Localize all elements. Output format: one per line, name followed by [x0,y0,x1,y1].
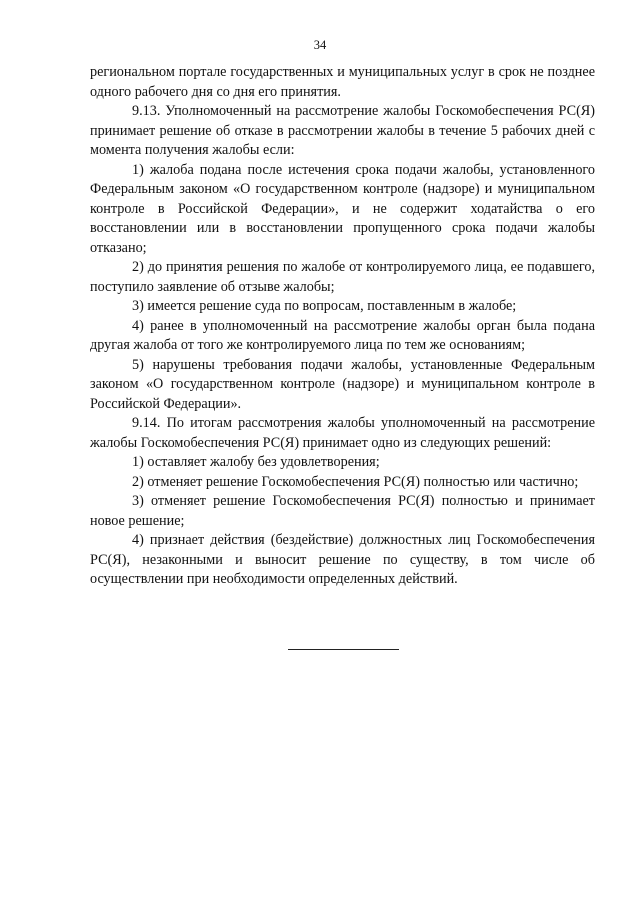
page-number: 34 [313,38,327,52]
paragraph-9-14-decisions: 9.14. По итогам рассмотрения жалобы уполномоченный на рассмотрение жалобы Госкомобеспечения РС(Я) принимает одно из следующих решений: [90,415,595,451]
list-item-refusal-1: 1) жалоба подана после истечения срока подачи жалобы, установленного Федеральным законом «О государственном контроле (надзоре) и муниципальном контроле в Российской Федерации», и не содержит ходатайства о его восстановлении или в восстановлении пропущенного срока подачи жалобы отказано; [90,161,595,256]
list-item-decision-1: 1) оставляет жалобу без удовлетворения; [132,454,380,470]
end-separator-line [288,649,399,650]
paragraph-9-13-refusal: 9.13. Уполномоченный на рассмотрение жалобы Госкомобеспечения РС(Я) принимает решение об отказе в рассмотрении жалобы в течение 5 рабочих дней с момента получения жалобы если: [90,103,595,158]
list-item-decision-3: 3) отменяет решение Госкомобеспечения РС(Я) полностью и принимает новое решение; [90,493,595,529]
paragraph-portal-publication: региональном портале государственных и муниципальных услуг в срок не позднее одного рабочего дня со дня его принятия. [90,64,595,100]
list-item-refusal-2: 2) до принятия решения по жалобе от контролируемого лица, ее подавшего, поступило заявление об отзыве жалобы; [90,259,595,295]
document-body [90,63,595,590]
list-item-refusal-3: 3) имеется решение суда по вопросам, поставленным в жалобе; [132,298,517,314]
list-item-refusal-5: 5) нарушены требования подачи жалобы, установленные Федеральным законом «О государственном контроле (надзоре) и муниципальном контроле в Российской Федерации». [90,356,595,412]
list-item-decision-2: 2) отменяет решение Госкомобеспечения РС(Я) полностью или частично; [132,473,579,490]
list-item-decision-4: 4) признает действия (бездействие) должностных лиц Госкомобеспечения РС(Я), незаконными и выносит решение по существу, в том числе об осуществлении при необходимости определенных действий. [90,532,595,587]
list-item-refusal-4: 4) ранее в уполномоченный на рассмотрение жалобы орган была подана другая жалоба от того же контролируемого лица по тем же основаниям; [90,317,595,353]
